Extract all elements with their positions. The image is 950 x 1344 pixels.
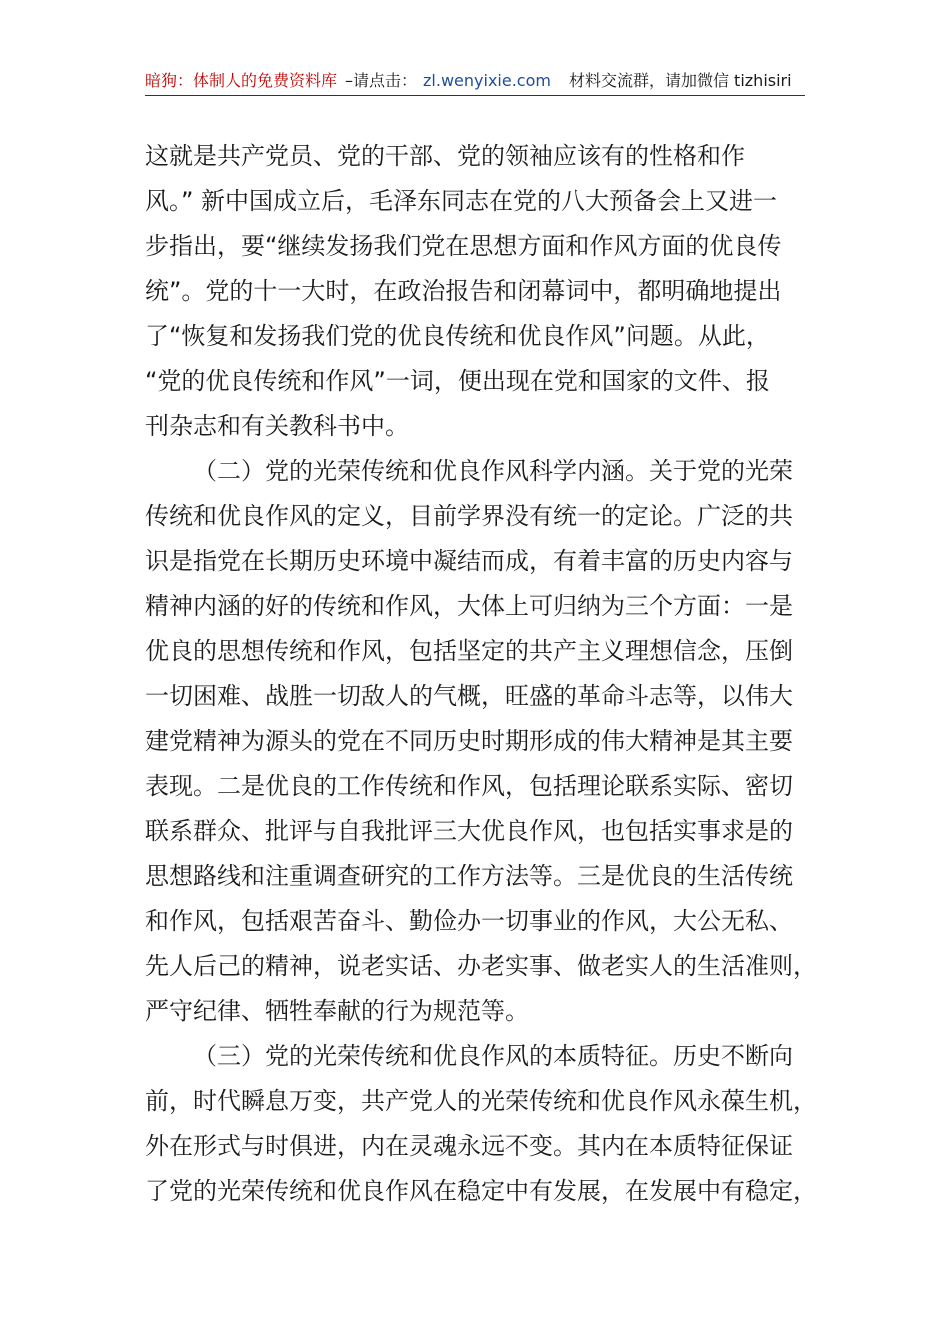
text-line: 先人后己的精神，说老实话、办老实事、做老实人的生活准则， (145, 952, 817, 980)
text-line: 了党的光荣传统和优良作风在稳定中有发展，在发展中有稳定， (145, 1177, 817, 1205)
text-line: 一切困难、战胜一切敌人的气概，旺盛的革命斗志等，以伟大 (145, 682, 793, 710)
text-line: 刊杂志和有关教科书中。 (145, 412, 409, 440)
text-line: 建党精神为源头的党在不同历史时期形成的伟大精神是其主要 (145, 727, 793, 755)
text-line: 严守纪律、牺牲奉献的行为规范等。 (145, 997, 529, 1025)
text-line: 识是指党在长期历史环境中凝结而成，有着丰富的历史内容与 (145, 547, 793, 575)
text-line: 统”。党的十一大时，在政治报告和闭幕词中，都明确地提出 (145, 277, 782, 305)
text-line: 思想路线和注重调查研究的工作方法等。三是优良的生活传统 (145, 862, 793, 890)
section-heading-line: （二）党的光荣传统和优良作风科学内涵。关于党的光荣 (193, 457, 793, 485)
text-line: 了“恢复和发扬我们党的优良传统和优良作风”问题。从此， (145, 322, 770, 350)
header-contact: 材料交流群，请加微信 tizhisiri (568, 71, 792, 90)
header-divider (145, 95, 805, 96)
text-line: 和作风，包括艰苦奋斗、勤俭办一切事业的作风，大公无私、 (145, 907, 793, 935)
text-line: 传统和优良作风的定义，目前学界没有统一的定论。广泛的共 (145, 502, 793, 530)
page-header (145, 68, 805, 94)
text-line: 这就是共产党员、党的干部、党的领袖应该有的性格和作 (145, 142, 745, 170)
text-line: “党的优良传统和作风”一词，便出现在党和国家的文件、报 (145, 367, 770, 395)
text-line: 优良的思想传统和作风，包括坚定的共产主义理想信念，压倒 (145, 637, 793, 665)
text-line: 精神内涵的好的传统和作风，大体上可归纳为三个方面：一是 (145, 592, 793, 620)
text-line: 步指出，要“继续发扬我们党在思想方面和作风方面的优良传 (145, 232, 782, 260)
text-line: 表现。二是优良的工作传统和作风，包括理论联系实际、密切 (145, 772, 793, 800)
header-prefix: –请点击： (345, 71, 418, 90)
section-heading-line: （三）党的光荣传统和优良作风的本质特征。历史不断向 (193, 1042, 793, 1070)
text-line: 外在形式与时俱进，内在灵魂永远不变。其内在本质特征保证 (145, 1132, 793, 1160)
header-link[interactable]: zl.wenyixie.com (423, 71, 551, 90)
text-line: 联系群众、批评与自我批评三大优良作风，也包括实事求是的 (145, 817, 793, 845)
text-line: 前，时代瞬息万变，共产党人的光荣传统和优良作风永葆生机， (145, 1087, 817, 1115)
document-body (145, 134, 815, 1214)
text-line: 风。” 新中国成立后，毛泽东同志在党的八大预备会上又进一 (145, 187, 778, 215)
header-brand: 暗狗：体制人的免费资料库 (145, 71, 338, 90)
